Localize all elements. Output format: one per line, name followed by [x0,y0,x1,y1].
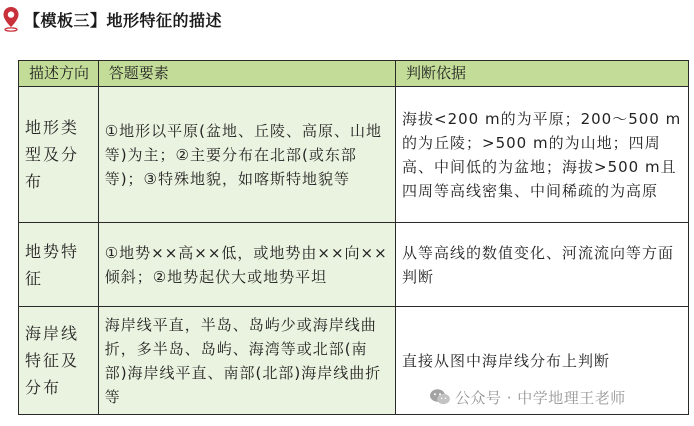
title-row [2,4,222,34]
table-header-row [19,61,689,87]
watermark-text: 公众号 · 中学地理王老师 [455,388,626,407]
row-basis-cell: 从等高线的数值变化、河流流向等方面判断 [396,223,689,307]
header-basis: 判断依据 [396,61,689,87]
row-elements-cell: ①地形以平原(盆地、丘陵、高原、山地等)为主；②主要分布在北部(或东部等)；③特殊地貌，如喀斯特地貌等 [98,87,395,223]
row-basis-cell: 直接从图中海岸线分布上判断 [396,307,689,415]
terrain-description-table [18,60,689,415]
row-direction-cell: 地形类型及分布 [19,87,99,223]
watermark [429,386,626,408]
location-pin-icon [2,6,20,32]
header-elements: 答题要素 [98,61,395,87]
row-basis-cell: 海拔<200 m的为平原；200～500 m的为丘陵；>500 m的为山地；四周高、中间低的为盆地；海拔>500 m且四周等高线密集、中间稀疏的为高原 [396,87,689,223]
row-direction-cell: 海岸线特征及分布 [19,307,99,415]
wechat-icon [429,388,451,406]
page-title: 【模板三】地形特征的描述 [24,10,223,30]
header-direction: 描述方向 [19,61,99,87]
table-row [19,87,689,223]
row-elements-cell: 海岸线平直，半岛、岛屿少或海岸线曲折，多半岛、岛屿、海湾等或北部(南部)海岸线平直、南部(北部)海岸线曲折等 [98,307,395,415]
row-elements-cell: ①地势××高××低，或地势由××向××倾斜；②地势起伏大或地势平坦 [98,223,395,307]
table-row [19,223,689,307]
row-direction-cell: 地势特征 [19,223,99,307]
